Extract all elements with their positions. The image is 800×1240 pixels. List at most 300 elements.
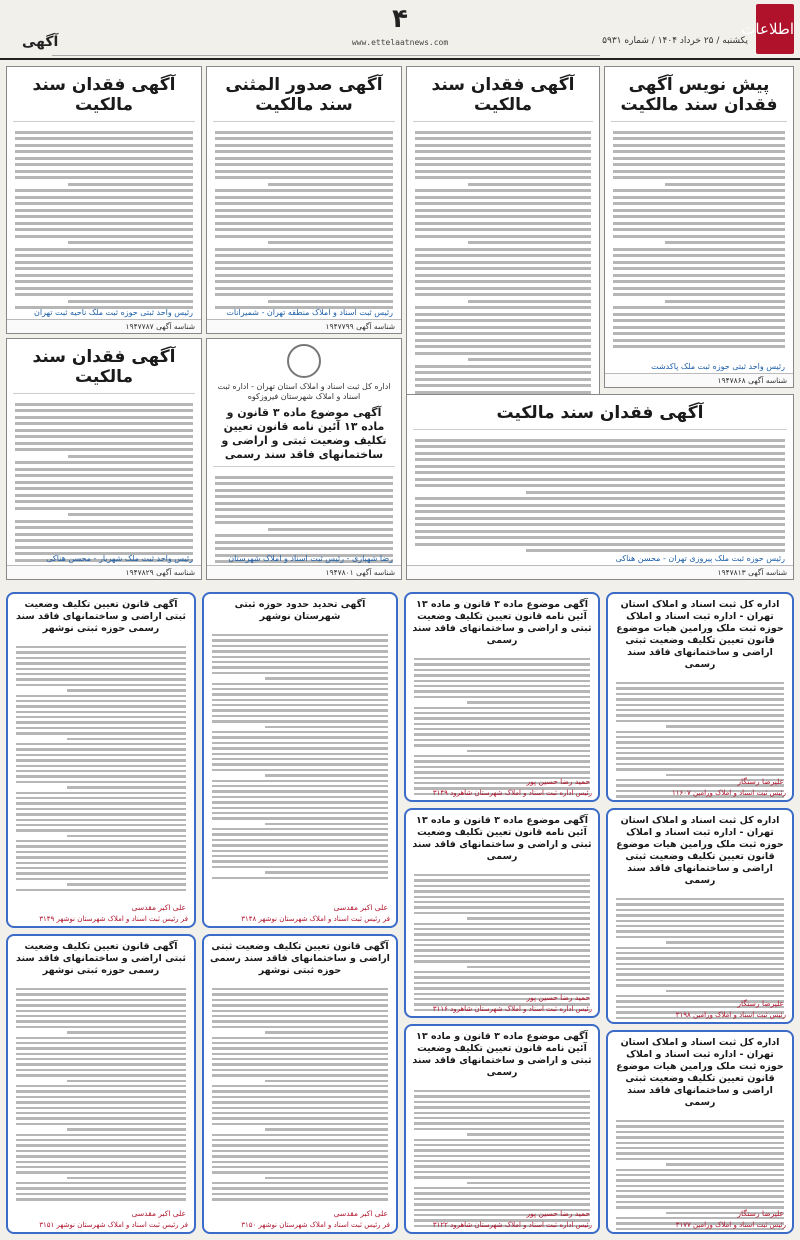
text-line	[15, 209, 193, 212]
text-line	[265, 774, 388, 776]
text-line	[67, 1177, 186, 1179]
text-line	[215, 254, 393, 257]
text-line	[616, 968, 784, 970]
text-line	[415, 222, 591, 225]
text-line	[212, 699, 388, 701]
ad-footer: شناسه آگهی ۱۹۴۷۸۰۱	[207, 565, 401, 579]
text-line	[16, 1020, 186, 1022]
website-url[interactable]: www.ettelaatnews.com	[351, 38, 449, 47]
ad-title: آگهی قانون تعیین تکلیف وضعیت ثبتی اراضی و ساختمانهای فاقد سند رسمی حوزه ثبتی نوشهر	[15, 941, 187, 976]
text-line	[15, 222, 193, 225]
ad-signature: حمید رضا حسین پور	[526, 993, 590, 1002]
text-line	[16, 759, 186, 761]
text-line	[415, 319, 591, 322]
text-line	[414, 1155, 590, 1157]
text-line	[414, 680, 590, 682]
text-line	[665, 241, 785, 244]
text-line	[613, 189, 785, 192]
text-line	[16, 878, 186, 880]
ad-footer: شناسه آگهی ۱۹۴۷۸۶۸	[605, 373, 793, 387]
text-line	[415, 267, 591, 270]
text-line	[616, 925, 784, 927]
text-line	[215, 189, 393, 192]
text-line	[15, 228, 193, 231]
text-line	[212, 1020, 388, 1022]
text-line	[67, 738, 186, 740]
text-line	[414, 744, 590, 746]
ad-title: آگهی موضوع ماده ۳ قانون و ماده ۱۳ آئین نامه قانون تعیین تکلیف وضعیت ثبتی و اراضی و ساختمانهای فاقد سند رسمی	[412, 599, 592, 646]
text-line	[467, 966, 590, 968]
text-line	[414, 901, 590, 903]
text-line	[15, 409, 193, 412]
text-line	[666, 725, 784, 727]
text-line	[468, 241, 591, 244]
ad-box	[404, 592, 600, 802]
text-line	[613, 287, 785, 290]
ad-title: آگهی قانون تعیین تکلیف وضعیت ثبتی اراضی و ساختمانهای فاقد سند رسمی حوزه ثبتی نوشهر	[15, 599, 187, 634]
text-line	[212, 780, 388, 782]
text-line	[414, 885, 590, 887]
text-line	[414, 658, 590, 660]
ad-title: آگهی فقدان سند مالکیت	[413, 67, 593, 122]
text-line	[212, 1047, 388, 1049]
text-line	[414, 971, 590, 973]
text-line	[666, 774, 784, 776]
ad-title: اداره کل ثبت اسناد و املاک استان تهران - اداره ثبت اسناد و املاک حوزه ثبت ملک ورامین هیات موضوع قانون تعیین تکلیف وضعیت ثبتی اراضی و ساختمانهای فاقد سند رسمی	[616, 815, 784, 886]
text-line	[67, 689, 186, 691]
text-line	[414, 690, 590, 692]
text-line	[415, 536, 785, 539]
ad-box	[406, 394, 794, 580]
ad-box	[404, 1024, 600, 1234]
text-line	[15, 500, 193, 503]
text-line	[212, 1150, 388, 1152]
text-line	[414, 674, 590, 676]
ad-body	[207, 122, 401, 309]
text-line	[16, 646, 186, 648]
text-line	[68, 300, 193, 303]
text-line	[212, 1015, 388, 1017]
text-line	[414, 879, 590, 881]
text-line	[15, 137, 193, 140]
text-line	[414, 1203, 590, 1205]
text-line	[616, 995, 784, 997]
text-line	[16, 651, 186, 653]
text-line	[15, 215, 193, 218]
text-line	[616, 763, 784, 765]
text-line	[415, 384, 591, 387]
text-line	[265, 1177, 388, 1179]
text-line	[16, 1150, 186, 1152]
text-line	[414, 955, 590, 957]
ad-footer: فر رئیس ثبت اسناد و املاک شهرستان نوشهر ۳۱۵۱	[39, 1221, 188, 1229]
text-line	[212, 1010, 388, 1012]
text-line	[16, 716, 186, 718]
ad-body	[7, 122, 201, 309]
text-line	[212, 1198, 388, 1200]
ad-signature: رئیس واحد ثبتی حوزه ثبت ملک ناحیه ثبت تهران	[34, 308, 193, 317]
text-line	[616, 714, 784, 716]
text-line	[215, 502, 393, 505]
text-line	[415, 371, 591, 374]
ad-footer: رئیس اداره ثبت اسناد و املاک شهرستان شاهرود ۳۱۲۲	[432, 1221, 592, 1229]
text-line	[16, 668, 186, 670]
text-line	[414, 1192, 590, 1194]
text-line	[415, 345, 591, 348]
text-line	[212, 790, 388, 792]
text-line	[415, 293, 591, 296]
text-line	[212, 1063, 388, 1065]
text-line	[212, 860, 388, 862]
text-line	[15, 144, 193, 147]
text-line	[16, 1101, 186, 1103]
ad-box	[6, 338, 202, 580]
text-line	[415, 287, 591, 290]
text-line	[212, 1161, 388, 1163]
page-header	[0, 0, 800, 60]
text-line	[16, 851, 186, 853]
text-line	[212, 709, 388, 711]
ad-title: اداره کل ثبت اسناد و املاک استان تهران - اداره ثبت اسناد و املاک حوزه ثبت ملک ورامین هیات موضوع قانون تعیین تکلیف وضعیت ثبتی اراضی و ساختمانهای فاقد سند رسمی	[616, 599, 784, 670]
text-line	[415, 530, 785, 533]
text-line	[414, 696, 590, 698]
text-line	[212, 1123, 388, 1125]
text-line	[212, 1187, 388, 1189]
text-line	[15, 274, 193, 277]
ad-title: آگهی قانون تعیین تکلیف وضعیت ثبتی اراضی و ساختمانهای فاقد سند رسمی حوزه ثبتی نوشهر	[210, 941, 390, 976]
text-line	[415, 196, 591, 199]
text-line	[215, 131, 393, 134]
text-line	[616, 704, 784, 706]
text-line	[212, 1042, 388, 1044]
ad-signature: علی اکبر مقدسی	[131, 1209, 186, 1218]
text-line	[212, 807, 388, 809]
text-line	[16, 673, 186, 675]
text-line	[613, 222, 785, 225]
ad-signature: رئیس حوزه ثبت ملک پیروزی تهران - محسن هناکی	[615, 554, 785, 563]
ad-title: آگهی موضوع ماده ۳ قانون و ماده ۱۳ آئین نامه قانون تعیین تکلیف وضعیت ثبتی و اراضی و ساختمانهای فاقد سند رسمی	[213, 402, 395, 467]
text-line	[415, 157, 591, 160]
text-line	[215, 534, 393, 537]
text-line	[16, 808, 186, 810]
text-line	[16, 678, 186, 680]
text-line	[415, 543, 785, 546]
text-line	[613, 313, 785, 316]
ad-signature: حمید رضا حسین پور	[526, 777, 590, 786]
text-line	[15, 287, 193, 290]
text-line	[215, 261, 393, 264]
text-line	[414, 1160, 590, 1162]
text-line	[666, 941, 784, 943]
ad-box	[606, 592, 794, 802]
text-line	[415, 209, 591, 212]
text-line	[212, 1053, 388, 1055]
ad-box	[6, 66, 202, 334]
text-line	[415, 137, 591, 140]
text-line	[16, 824, 186, 826]
ad-box	[206, 66, 402, 334]
text-line	[212, 999, 388, 1001]
text-line	[616, 952, 784, 954]
text-line	[215, 209, 393, 212]
text-line	[616, 687, 784, 689]
text-line	[616, 914, 784, 916]
text-line	[414, 771, 590, 773]
text-line	[212, 656, 388, 658]
text-line	[613, 280, 785, 283]
text-line	[212, 988, 388, 990]
text-line	[16, 748, 186, 750]
text-line	[212, 731, 388, 733]
text-line	[616, 1120, 784, 1122]
text-line	[67, 835, 186, 837]
text-line	[415, 215, 591, 218]
text-line	[414, 1144, 590, 1146]
text-line	[467, 1182, 590, 1184]
text-line	[414, 723, 590, 725]
text-line	[414, 717, 590, 719]
text-line	[415, 365, 591, 368]
text-line	[215, 515, 393, 518]
text-line	[415, 445, 785, 448]
text-line	[16, 1063, 186, 1065]
text-line	[414, 890, 590, 892]
text-line	[212, 747, 388, 749]
text-line	[215, 228, 393, 231]
text-line	[616, 747, 784, 749]
text-line	[15, 461, 193, 464]
text-line	[616, 1195, 784, 1197]
text-line	[613, 254, 785, 257]
text-line	[414, 1122, 590, 1124]
text-line	[467, 701, 590, 703]
ad-signature: علی اکبر مقدسی	[333, 1209, 388, 1218]
text-line	[16, 1047, 186, 1049]
text-line	[268, 300, 393, 303]
text-line	[16, 862, 186, 864]
text-line	[16, 705, 186, 707]
text-line	[15, 487, 193, 490]
text-line	[16, 1004, 186, 1006]
text-line	[212, 1171, 388, 1173]
text-line	[15, 176, 193, 179]
text-line	[16, 867, 186, 869]
ad-box	[404, 808, 600, 1018]
ad-title: آگهی فقدان سند مالکیت	[13, 339, 195, 394]
text-line	[16, 765, 186, 767]
ad-signature: رئیس ثبت اسناد و املاک منطقه تهران - شمیرانات	[226, 308, 393, 317]
text-line	[212, 877, 388, 879]
text-line	[67, 883, 186, 885]
text-line	[613, 144, 785, 147]
text-line	[613, 157, 785, 160]
text-line	[468, 300, 591, 303]
text-line	[212, 1166, 388, 1168]
ad-body	[406, 1082, 598, 1227]
text-line	[212, 828, 388, 830]
text-line	[212, 817, 388, 819]
text-line	[414, 685, 590, 687]
text-line	[414, 755, 590, 757]
text-line	[415, 202, 591, 205]
text-line	[616, 1158, 784, 1160]
text-line	[467, 917, 590, 919]
text-line	[67, 1031, 186, 1033]
text-line	[616, 930, 784, 932]
text-line	[212, 1112, 388, 1114]
text-line	[212, 993, 388, 995]
ad-box	[202, 592, 398, 928]
text-line	[414, 1171, 590, 1173]
text-line	[15, 202, 193, 205]
text-line	[415, 484, 785, 487]
text-line	[16, 1096, 186, 1098]
text-line	[414, 1095, 590, 1097]
text-line	[16, 993, 186, 995]
text-line	[212, 634, 388, 636]
text-line	[616, 1136, 784, 1138]
ad-signature: علی اکبر مقدسی	[131, 903, 186, 912]
text-line	[16, 1069, 186, 1071]
ad-title: آگهی تحدید حدود حوزه ثبتی شهرستان نوشهر	[234, 599, 366, 622]
text-line	[415, 326, 591, 329]
text-line	[616, 709, 784, 711]
text-line	[268, 183, 393, 186]
text-line	[215, 476, 393, 479]
text-line	[415, 189, 591, 192]
ad-signature: علی اکبر مقدسی	[333, 903, 388, 912]
text-line	[16, 797, 186, 799]
text-line	[414, 1128, 590, 1130]
text-line	[15, 170, 193, 173]
text-line	[212, 1026, 388, 1028]
text-line	[212, 785, 388, 787]
text-line	[16, 872, 186, 874]
text-line	[212, 683, 388, 685]
text-line	[415, 478, 785, 481]
text-line	[212, 1085, 388, 1087]
text-line	[212, 1182, 388, 1184]
ad-box	[6, 934, 196, 1234]
text-line	[15, 539, 193, 542]
text-line	[414, 928, 590, 930]
ad-footer: فر رئیس ثبت اسناد و املاک شهرستان نوشهر ۳۱۴۸	[241, 915, 390, 923]
text-line	[616, 1169, 784, 1171]
text-line	[414, 766, 590, 768]
text-line	[415, 274, 591, 277]
text-line	[414, 760, 590, 762]
text-line	[467, 1133, 590, 1135]
text-line	[613, 293, 785, 296]
text-line	[16, 754, 186, 756]
text-line	[616, 963, 784, 965]
header-divider	[52, 55, 600, 56]
text-line	[414, 987, 590, 989]
text-line	[414, 906, 590, 908]
text-line	[415, 261, 591, 264]
text-line	[616, 720, 784, 722]
text-line	[414, 923, 590, 925]
text-line	[212, 1004, 388, 1006]
text-line	[15, 507, 193, 510]
text-line	[15, 448, 193, 451]
text-line	[613, 306, 785, 309]
text-line	[616, 1147, 784, 1149]
text-line	[68, 513, 193, 516]
text-line	[16, 819, 186, 821]
text-line	[616, 920, 784, 922]
text-line	[16, 743, 186, 745]
text-line	[16, 1042, 186, 1044]
text-line	[414, 1198, 590, 1200]
text-line	[212, 1101, 388, 1103]
ad-body	[204, 626, 396, 879]
text-line	[613, 163, 785, 166]
ad-footer: رئیس اداره ثبت اسناد و املاک شهرستان شاهرود ۳۱۱۶	[432, 1005, 592, 1013]
text-line	[68, 183, 193, 186]
text-line	[15, 293, 193, 296]
text-line	[666, 990, 784, 992]
ad-footer: فر رئیس ثبت اسناد و املاک شهرستان نوشهر ۳۱۴۹	[39, 915, 188, 923]
text-line	[16, 1155, 186, 1157]
text-line	[16, 988, 186, 990]
ad-box	[202, 934, 398, 1234]
text-line	[415, 504, 785, 507]
ad-body	[406, 866, 598, 1011]
issue-date-line: یکشنبه / ۲۵ خرداد ۱۴۰۴ / شماره ۵۹۳۱	[602, 36, 748, 46]
text-line	[16, 1058, 186, 1060]
text-line	[16, 1112, 186, 1114]
text-line	[613, 319, 785, 322]
text-line	[215, 293, 393, 296]
text-line	[16, 856, 186, 858]
ad-body	[407, 122, 599, 426]
text-line	[616, 1022, 784, 1024]
text-line	[16, 657, 186, 659]
text-line	[616, 984, 784, 986]
text-line	[15, 520, 193, 523]
text-line	[16, 845, 186, 847]
text-line	[616, 898, 784, 900]
ad-box	[604, 66, 794, 388]
text-line	[16, 802, 186, 804]
ad-body	[406, 650, 598, 795]
ad-signature: علیرضا رستگار	[737, 1209, 784, 1218]
text-line	[215, 521, 393, 524]
text-line	[616, 698, 784, 700]
text-line	[215, 137, 393, 140]
text-line	[613, 235, 785, 238]
text-line	[616, 1179, 784, 1181]
text-line	[215, 235, 393, 238]
text-line	[215, 495, 393, 498]
text-line	[215, 170, 393, 173]
text-line	[16, 1053, 186, 1055]
text-line	[616, 1131, 784, 1133]
text-line	[215, 202, 393, 205]
text-line	[212, 796, 388, 798]
ad-title: آگهی صدور المثنی سند مالکیت	[213, 67, 395, 122]
text-line	[15, 261, 193, 264]
text-line	[16, 792, 186, 794]
text-line	[616, 1142, 784, 1144]
text-line	[212, 639, 388, 641]
text-line	[67, 1128, 186, 1130]
newspaper-logo[interactable]: اطلاعات	[756, 4, 794, 54]
text-line	[414, 874, 590, 876]
emblem-icon	[287, 344, 321, 378]
text-line	[212, 855, 388, 857]
